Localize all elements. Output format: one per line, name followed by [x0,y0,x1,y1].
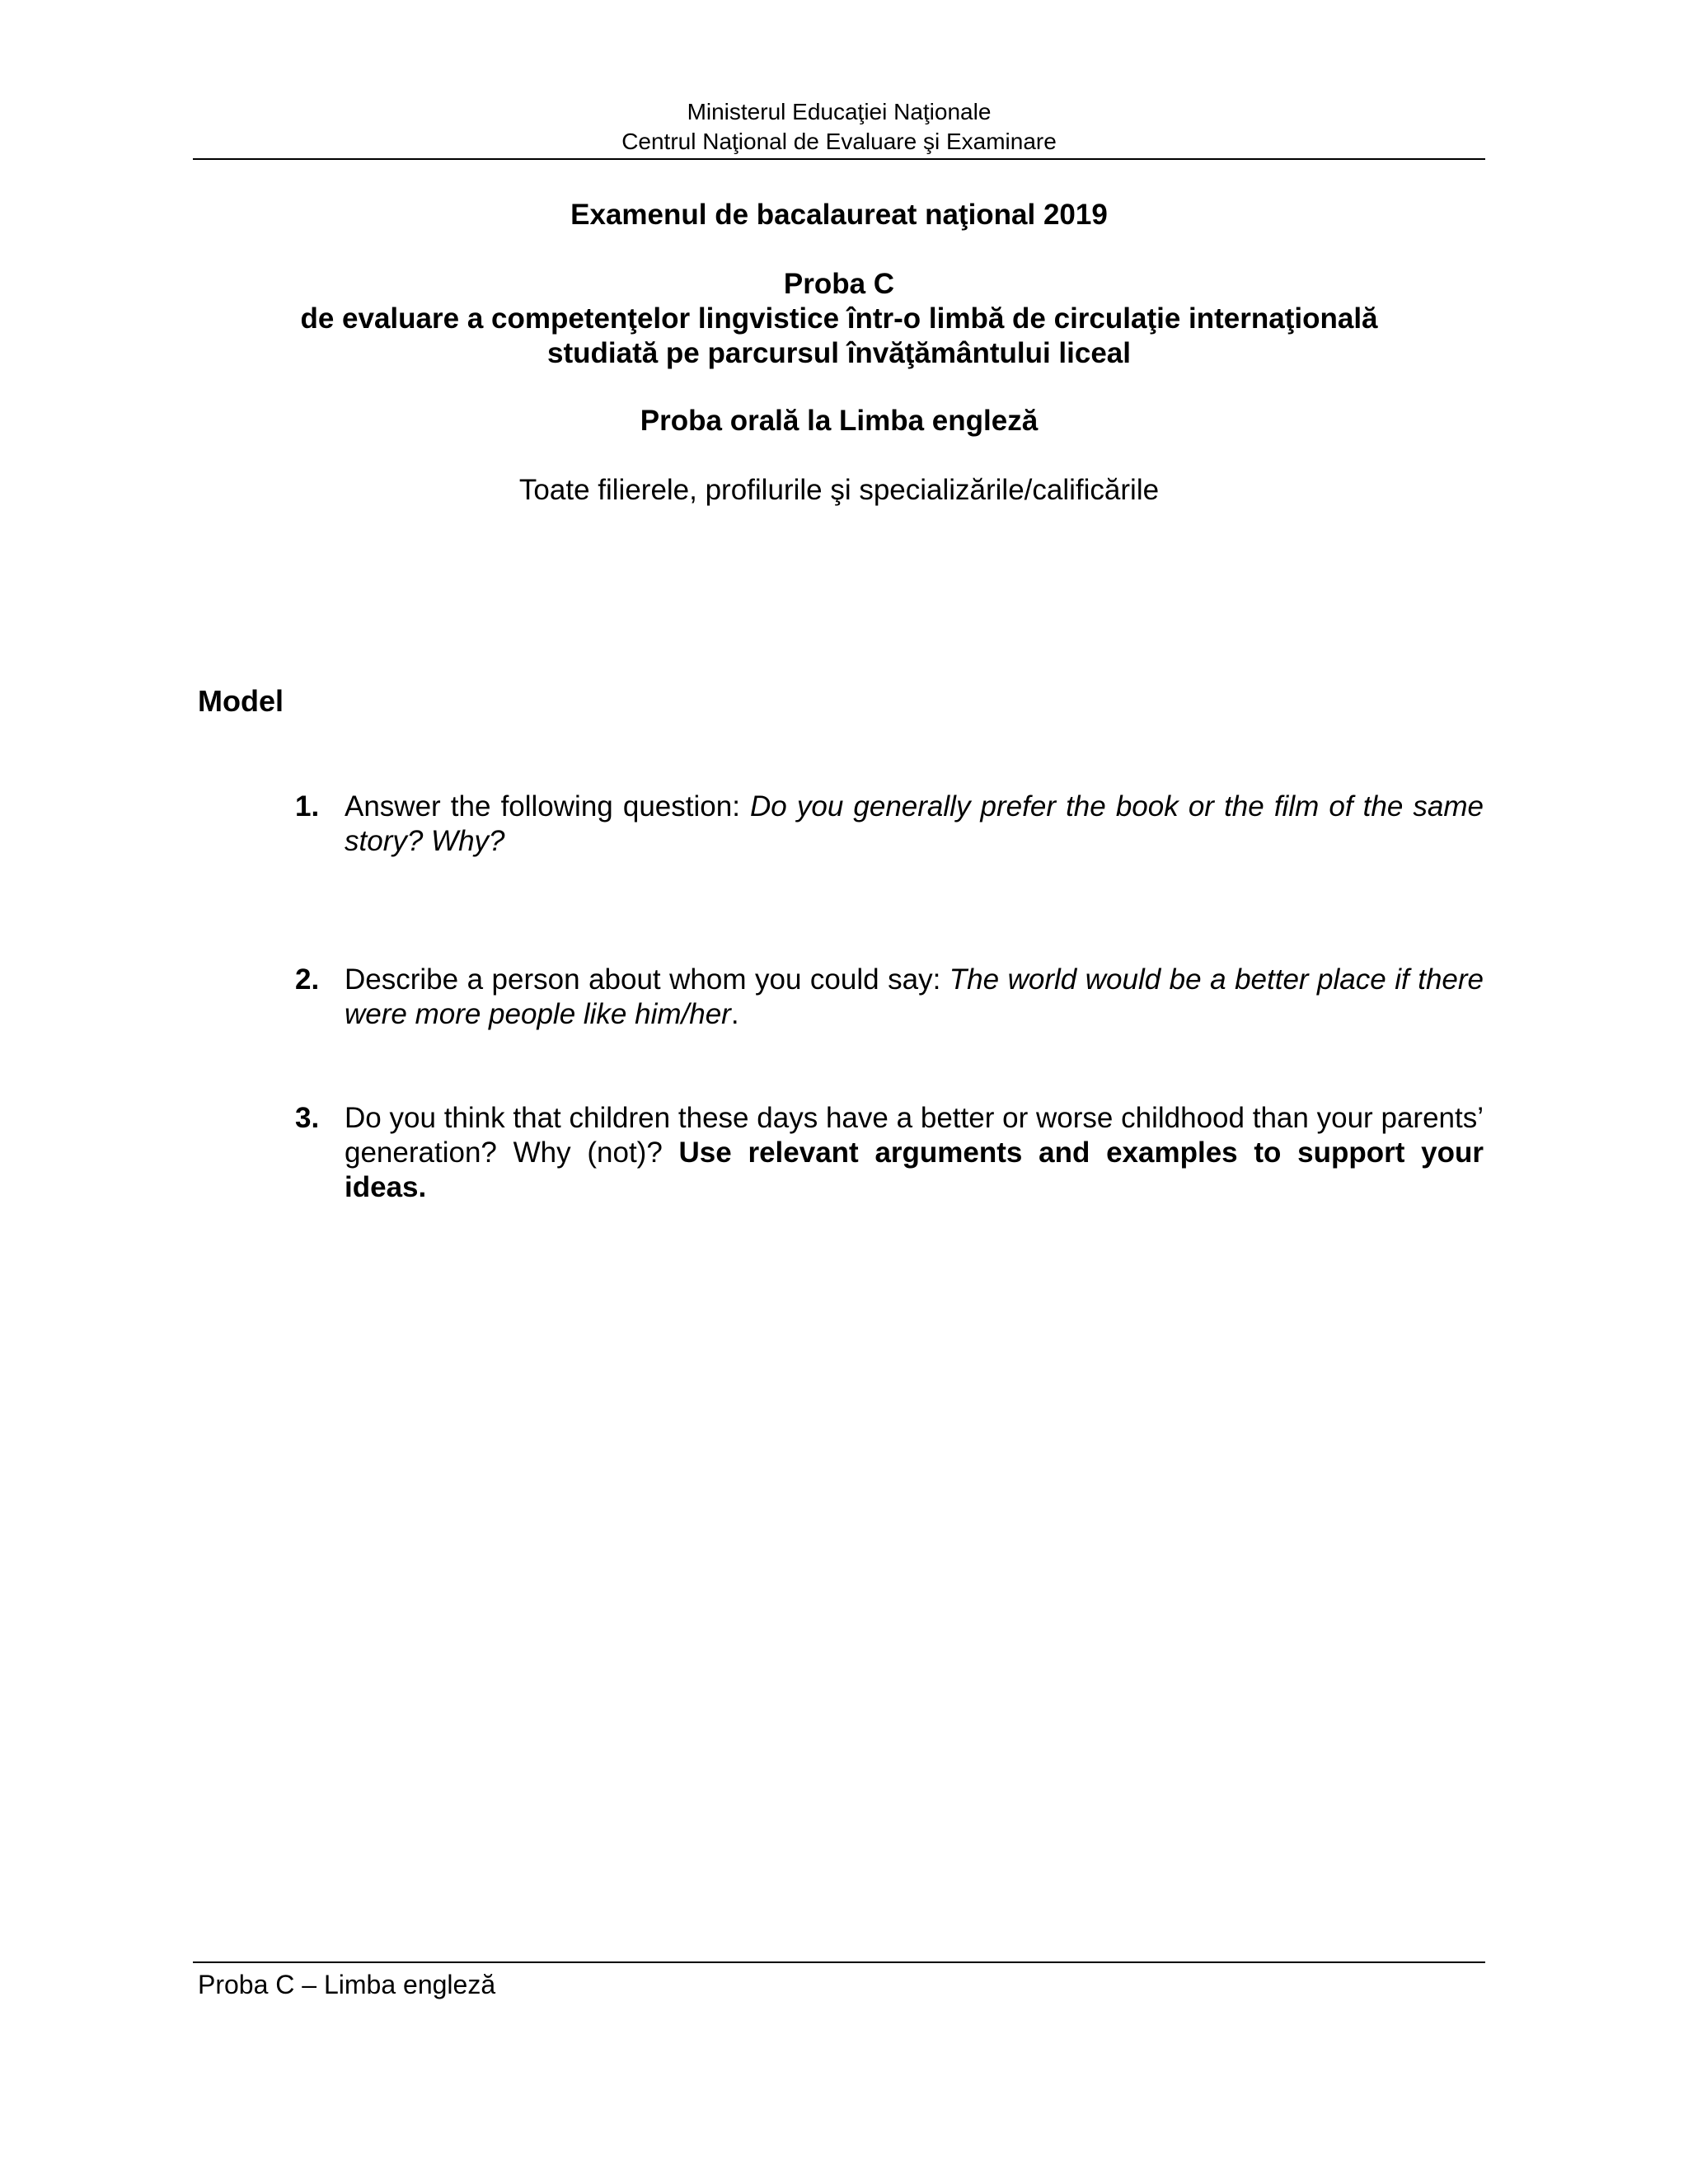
question-plain-text: Describe a person about whom you could say: [345,963,950,996]
question-number: 1. [295,790,320,823]
question-plain-text: Do you think that children these days have a better or worse childhood than your parents’ generation? Why (not)? [345,1102,1484,1169]
page-header [193,97,1485,157]
proba-description-line-1: de evaluare a competenţelor lingvistice într-o limbă de circulaţie internaţională [300,302,1378,335]
question-number: 2. [295,963,320,996]
model-label: Model [198,684,284,718]
footer-divider [193,1961,1485,1963]
question-text [345,963,1484,1032]
proba-title: Proba C [783,268,895,300]
exam-title: Examenul de bacalaureat naţional 2019 [570,199,1108,231]
question-italic-text: The world would be a better place if there were more people like him/her [345,963,1484,1030]
question-end-text: . [730,998,739,1030]
question-item-3 [290,1101,1484,1205]
question-text [345,790,1484,859]
question-number: 3. [295,1102,320,1134]
proba-title-block [193,267,1485,371]
ministry-name: Ministerul Educaţiei Naţionale [687,99,992,124]
question-item-1 [290,790,1484,859]
proba-description-line-2: studiată pe parcursul învăţământului liceal [547,337,1131,369]
filiere-subtitle: Toate filierele, profilurile şi specializările/calificările [518,474,1160,506]
question-italic-text: Do you generally prefer the book or the film of the same story? Why? [345,790,1484,857]
question-bold-text: Use relevant arguments and examples to support your ideas. [345,1137,1484,1203]
question-plain-text: Answer the following question: [345,790,751,823]
oral-exam-title: Proba orală la Limba engleză [640,405,1039,437]
page-footer: Proba C – Limba engleză [198,1970,496,1999]
center-name: Centrul Naţional de Evaluare şi Examinare [621,129,1057,154]
question-text [345,1101,1484,1205]
question-item-2 [290,963,1484,1032]
header-divider [193,158,1485,160]
